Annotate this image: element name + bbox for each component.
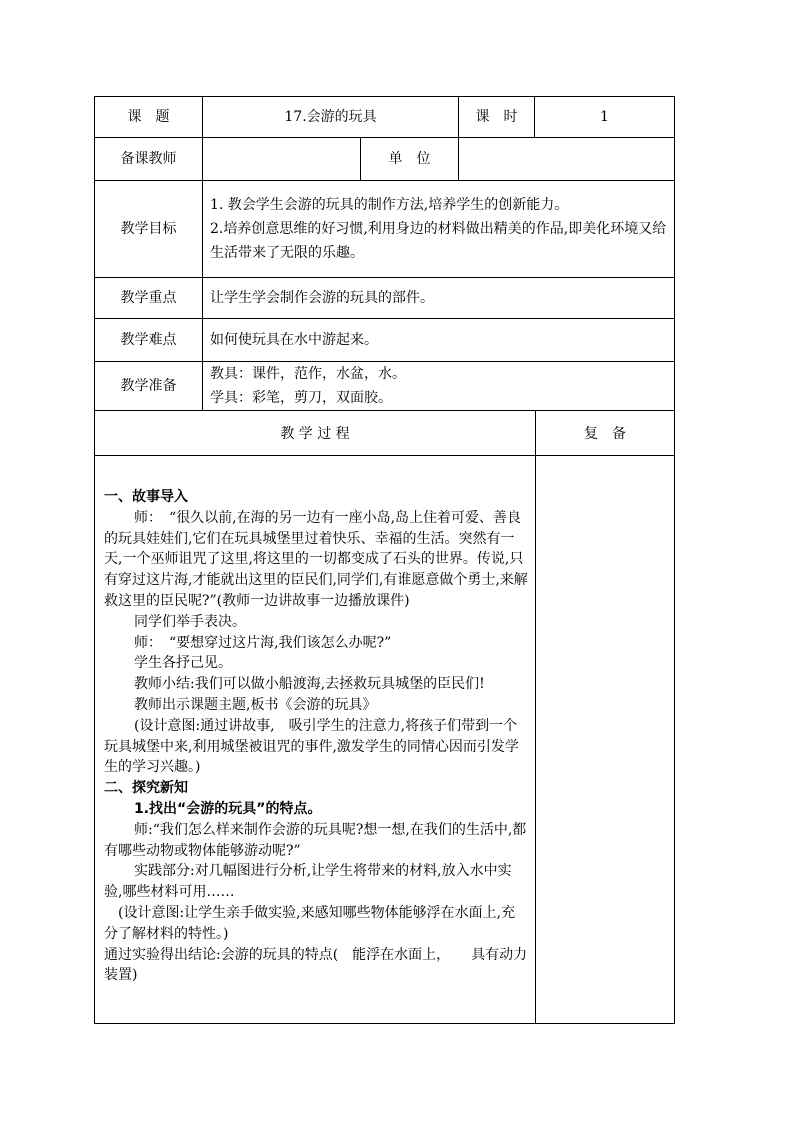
- period-label: 课 时: [459, 97, 535, 138]
- process-paragraph: (设计意图:通过讲故事, 吸引学生的注意力,将孩子们带到一个玩具城堡中来,利用城堡被诅咒的事件,激发学生的同情心因而引发学生的学习兴趣。): [104, 717, 519, 776]
- teacher-row: [95, 138, 675, 181]
- lesson-header-table: [94, 96, 675, 411]
- process-paragraph: 教师小结:我们可以做小船渡海,去拯救玩具城堡的臣民们!: [134, 676, 485, 693]
- unit-label: 单 位: [361, 138, 459, 181]
- goals-row: [95, 181, 675, 278]
- process-paragraph: 师:“我们怎么样来制作会游的玩具呢?想一想,在我们的生活中,都有哪些动物或物体能够游动呢?”: [104, 821, 527, 859]
- process-header-row: [95, 411, 675, 456]
- process-paragraph: 师： “很久以前,在海的另一边有一座小岛,岛上住着可爱、善良的玩具娃娃们,它们在玩具城堡里过着快乐、幸福的生活。突然有一天,一个巫师诅咒了这里,将这里的一切都变成了石头的世界。传说,只有穿过这片海,才能就出这里的臣民们,同学们,有谁愿意做个勇士,来解救这里的臣民呢?”(教师一边讲故事一边播放课件): [104, 509, 528, 609]
- process-content: [96, 457, 534, 986]
- goals-label: 教学目标: [95, 181, 203, 278]
- unit-value: [459, 138, 675, 181]
- process-paragraph: 实践部分:对几幅图进行分析,让学生将带来的材料,放入水中实验,哪些材料可用……: [104, 863, 512, 901]
- goals-value: [203, 181, 675, 278]
- review-notes-cell: [536, 456, 675, 1024]
- topic-label: 课 题: [95, 97, 203, 138]
- difficulty-label: 教学难点: [95, 319, 203, 362]
- teacher-label: 备课教师: [95, 138, 203, 181]
- prep-value: [203, 362, 675, 411]
- difficulty-row: [95, 319, 675, 362]
- process-paragraph: 学生各抒己见。: [134, 655, 232, 672]
- key-value: 让学生学会制作会游的玩具的部件。: [203, 278, 675, 319]
- key-label: 教学重点: [95, 278, 203, 319]
- prep-line: 教具：课件，范作，水盆，水。: [210, 366, 406, 382]
- process-paragraph: 师： “要想穿过这片海,我们该怎么办呢?”: [134, 634, 392, 651]
- prep-row: [95, 362, 675, 411]
- process-heading: 教 学 过 程: [95, 411, 536, 456]
- process-paragraph: 教师出示课题主题,板书《会游的玩具》: [134, 696, 377, 713]
- teacher-value: [203, 138, 361, 181]
- key-row: [95, 278, 675, 319]
- goal-item: 2.培养创意思维的好习惯,利用身边的材料做出精美的作品,即美化环境又给生活带来了无限的乐趣。: [210, 221, 667, 261]
- section-heading: 1.找出“会游的玩具”的特点。: [134, 800, 322, 817]
- process-paragraph: (设计意图:让学生亲手做实验,来感知哪些物体能够浮在水面上,充分了解材料的特性。): [104, 904, 516, 942]
- topic-row: [95, 97, 675, 138]
- section-heading: 一、故事导入: [104, 489, 188, 505]
- process-content-cell: [95, 456, 536, 1024]
- difficulty-value: 如何使玩具在水中游起来。: [203, 319, 675, 362]
- process-paragraph: 同学们举手表决。: [134, 613, 246, 630]
- process-body-row: [95, 456, 675, 1024]
- period-value: 1: [535, 97, 675, 138]
- review-heading: 复 备: [536, 411, 675, 456]
- prep-label: 教学准备: [95, 362, 203, 411]
- section-heading: 二、探究新知: [104, 780, 188, 797]
- process-paragraph: 通过实验得出结论:会游的玩具的特点( 能浮在水面上， 具有动力装置): [104, 946, 528, 984]
- teaching-process-table: [94, 410, 675, 1024]
- topic-value: 17.会游的玩具: [203, 97, 459, 138]
- goal-item: 1. 教会学生会游的玩具的制作方法,培养学生的创新能力。: [210, 197, 569, 213]
- prep-line: 学具：彩笔，剪刀，双面胶。: [210, 390, 392, 406]
